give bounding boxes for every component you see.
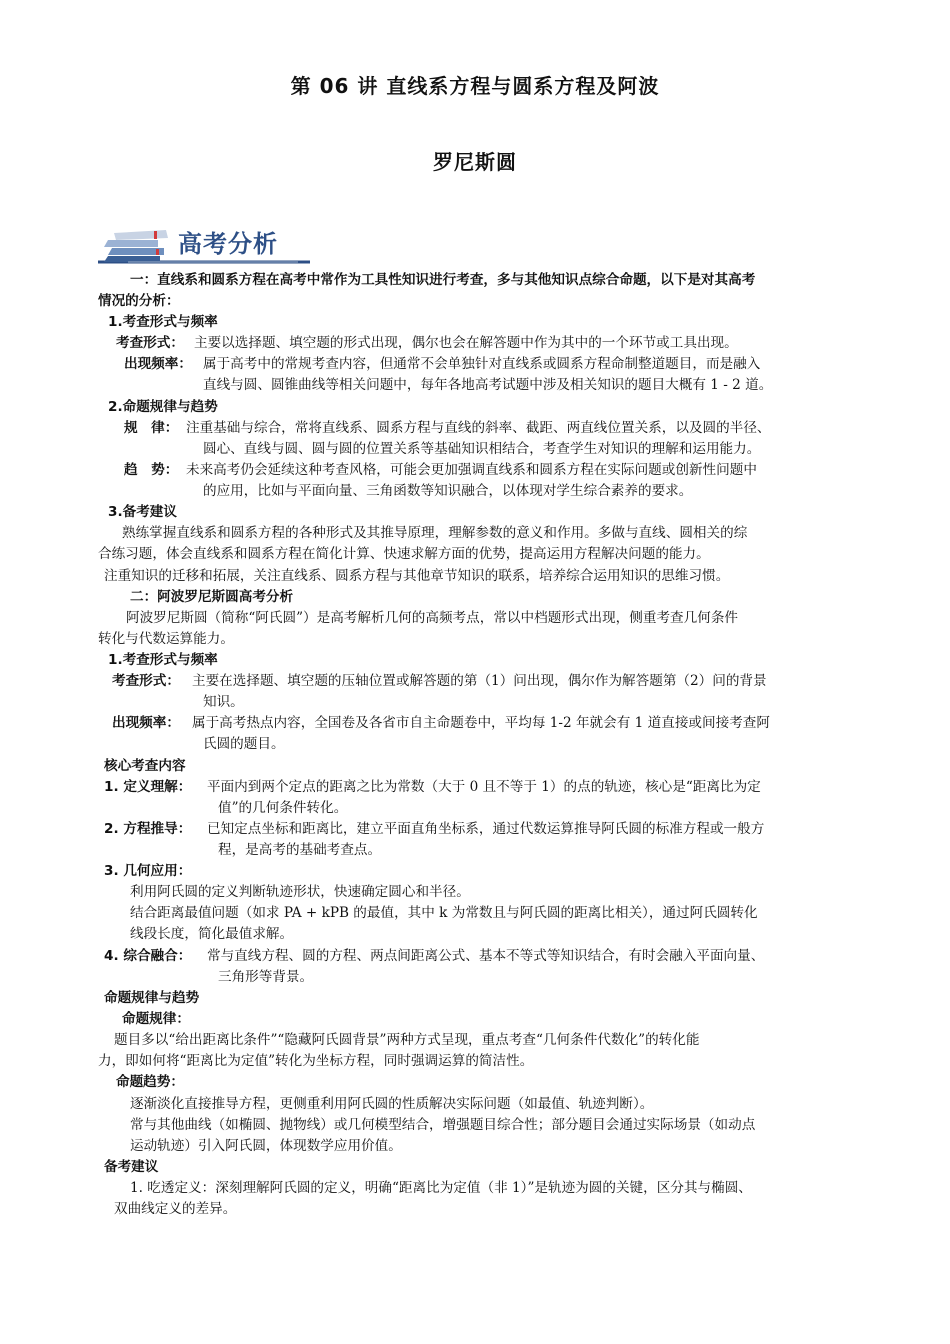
part1-freq-text-2: 直线与圆、圆锥曲线等相关问题中，每年各地高考试题中涉及相关知识的题目大概有 1 - 2 道。 — [203, 377, 773, 393]
part1-rule-text-2: 圆心、直线与圆、圆与圆的位置关系等基础知识相结合，考查学生对知识的理解和运用能力。 — [203, 441, 761, 457]
part2-rule-text-1: 题目多以“给出距离比条件”“隐藏阿氏圆背景”两种方式呈现，重点考查“几何条件代数化”的转化能 — [114, 1032, 700, 1048]
part2-core4-label: 4. 综合融合： — [104, 948, 192, 964]
part1-trend-text-1: 未来高考仍会延续这种考查风格，可能会更加强调直线系和圆系方程在实际问题或创新性问题中 — [186, 462, 757, 478]
part2-freq-text-1: 属于高考热点内容，全国卷及各省市自主命题卷中，平均每 1-2 年就会有 1 道直接或间接考查阿 — [192, 715, 770, 731]
part1-advice-line1: 熟练掌握直线系和圆系方程的各种形式及其推导原理，理解参数的意义和作用。多做与直线、圆相关的综 — [122, 525, 748, 541]
part1-intro-line2: 情况的分析： — [98, 293, 180, 309]
part2-core-heading: 核心考查内容 — [104, 758, 186, 774]
part2-freq-label: 出现频率： — [112, 715, 180, 731]
page-title-line2: 罗尼斯圆 — [433, 150, 517, 174]
part2-rule-text-2: 力，即如何将“距离比为定值”转化为坐标方程，同时强调运算的简洁性。 — [98, 1053, 534, 1069]
part2-core3-text-2: 结合距离最值问题（如求 PA + kPB 的最值，其中 k 为常数且与阿氏圆的距离比相关），通过阿氏圆转化 — [130, 905, 758, 921]
part1-intro-line1: 一：直线系和圆系方程在高考中常作为工具性知识进行考查，多与其他知识点综合命题，以下是对其高考 — [130, 272, 756, 288]
part1-trend-text-2: 的应用，比如与平面向量、三角函数等知识融合，以体现对学生综合素养的要求。 — [203, 483, 693, 499]
part2-advice-line2: 双曲线定义的差异。 — [114, 1201, 237, 1217]
part2-trend-text-1: 逐渐淡化直接推导方程，更侧重利用阿氏圆的性质解决实际问题（如最值、轨迹判断）。 — [130, 1096, 654, 1112]
part2-core1-text-1: 平面内到两个定点的距离之比为常数（大于 0 且不等于 1）的点的轨迹，核心是“距离比为定 — [207, 779, 761, 795]
part2-intro-line1: 阿波罗尼斯圆（简称“阿氏圆”）是高考解析几何的高频考点，常以中档题形式出现，侧重考查几何条件 — [126, 610, 739, 626]
part1-trend-label: 趋 势： — [124, 462, 179, 478]
part2-rule-label: 命题规律： — [122, 1011, 190, 1027]
part2-core3-text-3: 线段长度，简化最值求解。 — [130, 926, 294, 942]
part2-core3-text-1: 利用阿氏圆的定义判断轨迹形状，快速确定圆心和半径。 — [130, 884, 470, 900]
part2-core4-text-1: 常与直线方程、圆的方程、两点间距离公式、基本不等式等知识结合，有时会融入平面向量、 — [207, 948, 765, 964]
part1-section1-heading: 1.考查形式与频率 — [108, 314, 218, 330]
part2-trend-text-3: 运动轨迹）引入阿氏圆，体现数学应用价值。 — [130, 1138, 402, 1154]
part1-rule-label: 规 律： — [124, 420, 179, 436]
section-banner-label: 高考分析 — [178, 230, 278, 258]
part1-section2-heading: 2.命题规律与趋势 — [108, 399, 218, 415]
part2-advice-heading: 备考建议 — [104, 1159, 159, 1175]
part2-core2-text-2: 程，是高考的基础考查点。 — [218, 842, 382, 858]
part1-section3-heading: 3.备考建议 — [108, 504, 177, 520]
part2-rule-heading: 命题规律与趋势 — [104, 990, 200, 1006]
part2-core3-label: 3. 几何应用： — [104, 863, 192, 879]
part2-heading: 二：阿波罗尼斯圆高考分析 — [130, 589, 294, 605]
part1-freq-label: 出现频率： — [124, 356, 192, 372]
part2-trend-label: 命题趋势： — [116, 1074, 184, 1090]
part1-advice-line2: 合练习题，体会直线系和圆系方程在简化计算、快速求解方面的优势，提高运用方程解决问题的能力。 — [98, 546, 710, 562]
page-title-line1: 第 06 讲 直线系方程与圆系方程及阿波 — [290, 74, 660, 98]
part2-form-text-2: 知识。 — [203, 694, 244, 710]
part2-freq-text-2: 氏圆的题目。 — [203, 736, 285, 752]
part2-core1-text-2: 值”的几何条件转化。 — [218, 800, 348, 816]
part1-freq-text-1: 属于高考中的常规考查内容，但通常不会单独针对直线系或圆系方程命制整道题目，而是融入 — [203, 356, 761, 372]
part2-core4-text-2: 三角形等背景。 — [218, 969, 314, 985]
part1-rule-text-1: 注重基础与综合，常将直线系、圆系方程与直线的斜率、截距、两直线位置关系，以及圆的半径、 — [186, 420, 771, 436]
part2-trend-text-2: 常与其他曲线（如椭圆、抛物线）或几何模型结合，增强题目综合性；部分题目会通过实际场景（如动点 — [130, 1117, 756, 1133]
part1-advice-line3: 注重知识的迁移和拓展，关注直线系、圆系方程与其他章节知识的联系，培养综合运用知识的思维习惯。 — [104, 568, 730, 584]
part2-section1-heading: 1.考查形式与频率 — [108, 652, 218, 668]
part2-form-label: 考查形式： — [112, 673, 180, 689]
part1-form-text: 主要以选择题、填空题的形式出现，偶尔也会在解答题中作为其中的一个环节或工具出现。 — [194, 335, 738, 351]
part2-form-text-1: 主要在选择题、填空题的压轴位置或解答题的第（1）问出现，偶尔作为解答题第（2）问的背景 — [192, 673, 767, 689]
part1-form-label: 考查形式： — [116, 335, 184, 351]
part2-advice-line1: 1. 吃透定义：深刻理解阿氏圆的定义，明确“距离比为定值（非 1）”是轨迹为圆的关键，区分其与椭圆、 — [130, 1180, 752, 1196]
part2-core2-label: 2. 方程推导： — [104, 821, 192, 837]
part2-core2-text-1: 已知定点坐标和距离比，建立平面直角坐标系，通过代数运算推导阿氏圆的标准方程或一般方 — [207, 821, 765, 837]
part2-intro-line2: 转化与代数运算能力。 — [98, 631, 234, 647]
part2-core1-label: 1. 定义理解： — [104, 779, 192, 795]
